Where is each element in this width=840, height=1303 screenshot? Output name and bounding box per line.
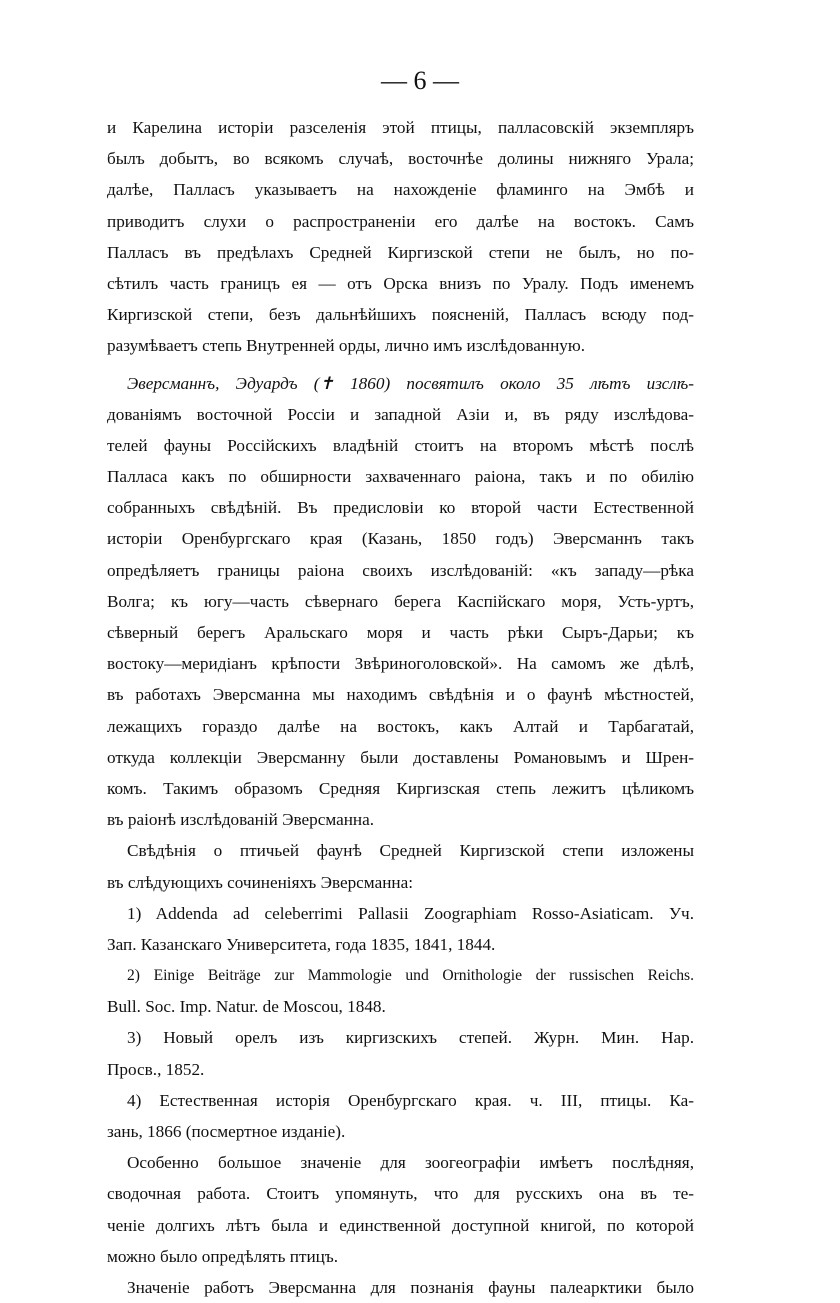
text-line: сводочная работа. Стоитъ упомянуть, что для русскихъ она въ те- bbox=[107, 1184, 694, 1204]
text-line: въ раiонѣ изслѣдованiй Эверсманна. bbox=[107, 810, 375, 830]
text-line: Значенiе работъ Эверсманна для познанiя фауны палеарктики было bbox=[127, 1277, 694, 1297]
text-line: лежащихъ гораздо далѣе на востокъ, какъ Алтай и Тарбагатай, bbox=[107, 716, 694, 736]
text-line: приводитъ слухи о распространенiи его далѣе на востокъ. Самъ bbox=[107, 211, 694, 231]
body-text bbox=[107, 112, 694, 1303]
text-line: востоку—меридiанъ крѣпости Звѣриноголовской». На самомъ же дѣлѣ, bbox=[107, 654, 694, 674]
text-line: откуда коллекцiи Эверсманну были доставлены Романовымъ и Шрен- bbox=[107, 747, 694, 767]
text-line: собранныхъ свѣдѣнiй. Въ предисловiи ко второй части Естественной bbox=[107, 498, 694, 518]
text-line: зань, 1866 (посмертное изданiе). bbox=[107, 1122, 346, 1141]
text-line: ченiе долгихъ лѣтъ была и единственной доступной книгой, по которой bbox=[107, 1215, 694, 1235]
text-line: сѣтилъ часть границъ ея — отъ Орска внизъ по Уралу. Подъ именемъ bbox=[107, 273, 694, 293]
bibliography-entry: 1) Addenda ad celeberrimi Pallasii Zoographiam Rosso-Asiaticam. Уч. bbox=[127, 903, 694, 923]
text-line: Палласа какъ по обширности захваченнаго раiона, такъ и по обилiю bbox=[107, 467, 694, 487]
bibliography-entry: 4) Естественная исторiя Оренбургскаго края. ч. III, птицы. Ка- bbox=[127, 1090, 694, 1110]
text-line: и Карелина исторiи разселенiя этой птицы, палласовскiй экземпляръ bbox=[107, 118, 694, 137]
text-line: исторiи Оренбургскаго края (Казань, 1850 годъ) Эверсманнъ такъ bbox=[107, 529, 694, 549]
bibliography-entry: 2) Einige Beiträge zur Mammologie und Ornithologie der russischen Reichs. bbox=[127, 967, 694, 985]
text-line: Киргизской степи, безъ дальнѣйшихъ поясненiй, Палласъ всюду под- bbox=[107, 305, 694, 325]
page-number: — 6 — bbox=[381, 66, 459, 95]
text-line: Волга; къ югу—часть сѣвернаго берега Каспiйскаго моря, Усть-уртъ, bbox=[107, 591, 694, 611]
bibliography-entry: 3) Новый орелъ изъ киргизскихъ степей. Журн. Мин. Нар. bbox=[127, 1028, 694, 1048]
text-line: телей фауны Россiйскихъ владѣнiй стоитъ на второмъ мѣстѣ послѣ bbox=[107, 435, 694, 455]
text-line: Особенно большое значенiе для зоогеографiи имѣетъ послѣдняя, bbox=[127, 1153, 694, 1173]
text-line: комъ. Такимъ образомъ Средняя Киргизская степь лежитъ цѣликомъ bbox=[107, 778, 694, 798]
text-line: можно было опредѣлять птицъ. bbox=[107, 1246, 339, 1266]
text-line: далѣе, Палласъ указываетъ на нахожденiе фламинго на Эмбѣ и bbox=[107, 180, 694, 200]
text-line: въ слѣдующихъ сочиненiяхъ Эверсманна: bbox=[107, 872, 413, 892]
text-line: Эверсманнъ, Эдуардъ (✝ 1860) посвятилъ около 35 лѣтъ изслѣ- bbox=[127, 373, 694, 393]
text-line: Зап. Казанскаго Университета, года 1835, 1841, 1844. bbox=[107, 934, 496, 954]
text-line: Просв., 1852. bbox=[107, 1059, 205, 1079]
text-line: сѣверный берегъ Аральскаго моря и часть рѣки Сыръ-Дарьи; къ bbox=[107, 623, 694, 642]
text-line: Bull. Soc. Imp. Natur. de Moscou, 1848. bbox=[107, 997, 386, 1017]
text-line: дованiямъ восточной Россiи и западной Азiи и, въ ряду изслѣдова- bbox=[107, 404, 694, 424]
text-line: разумѣваетъ степь Внутренней орды, лично имъ изслѣдованную. bbox=[107, 336, 586, 356]
text-line: опредѣляетъ границы раiона своихъ изслѣдованiй: «къ западу—рѣка bbox=[107, 560, 694, 580]
text-line: Палласъ въ предѣлахъ Средней Киргизской степи не былъ, но по- bbox=[107, 242, 694, 262]
text-line: въ работахъ Эверсманна мы находимъ свѣдѣнiя и о фаунѣ мѣстностей, bbox=[107, 685, 694, 705]
text-line: былъ добытъ, во всякомъ случаѣ, восточнѣе долины нижняго Урала; bbox=[107, 149, 694, 169]
text-line: Свѣдѣнiя о птичьей фаунѣ Средней Киргизской степи изложены bbox=[127, 841, 694, 861]
